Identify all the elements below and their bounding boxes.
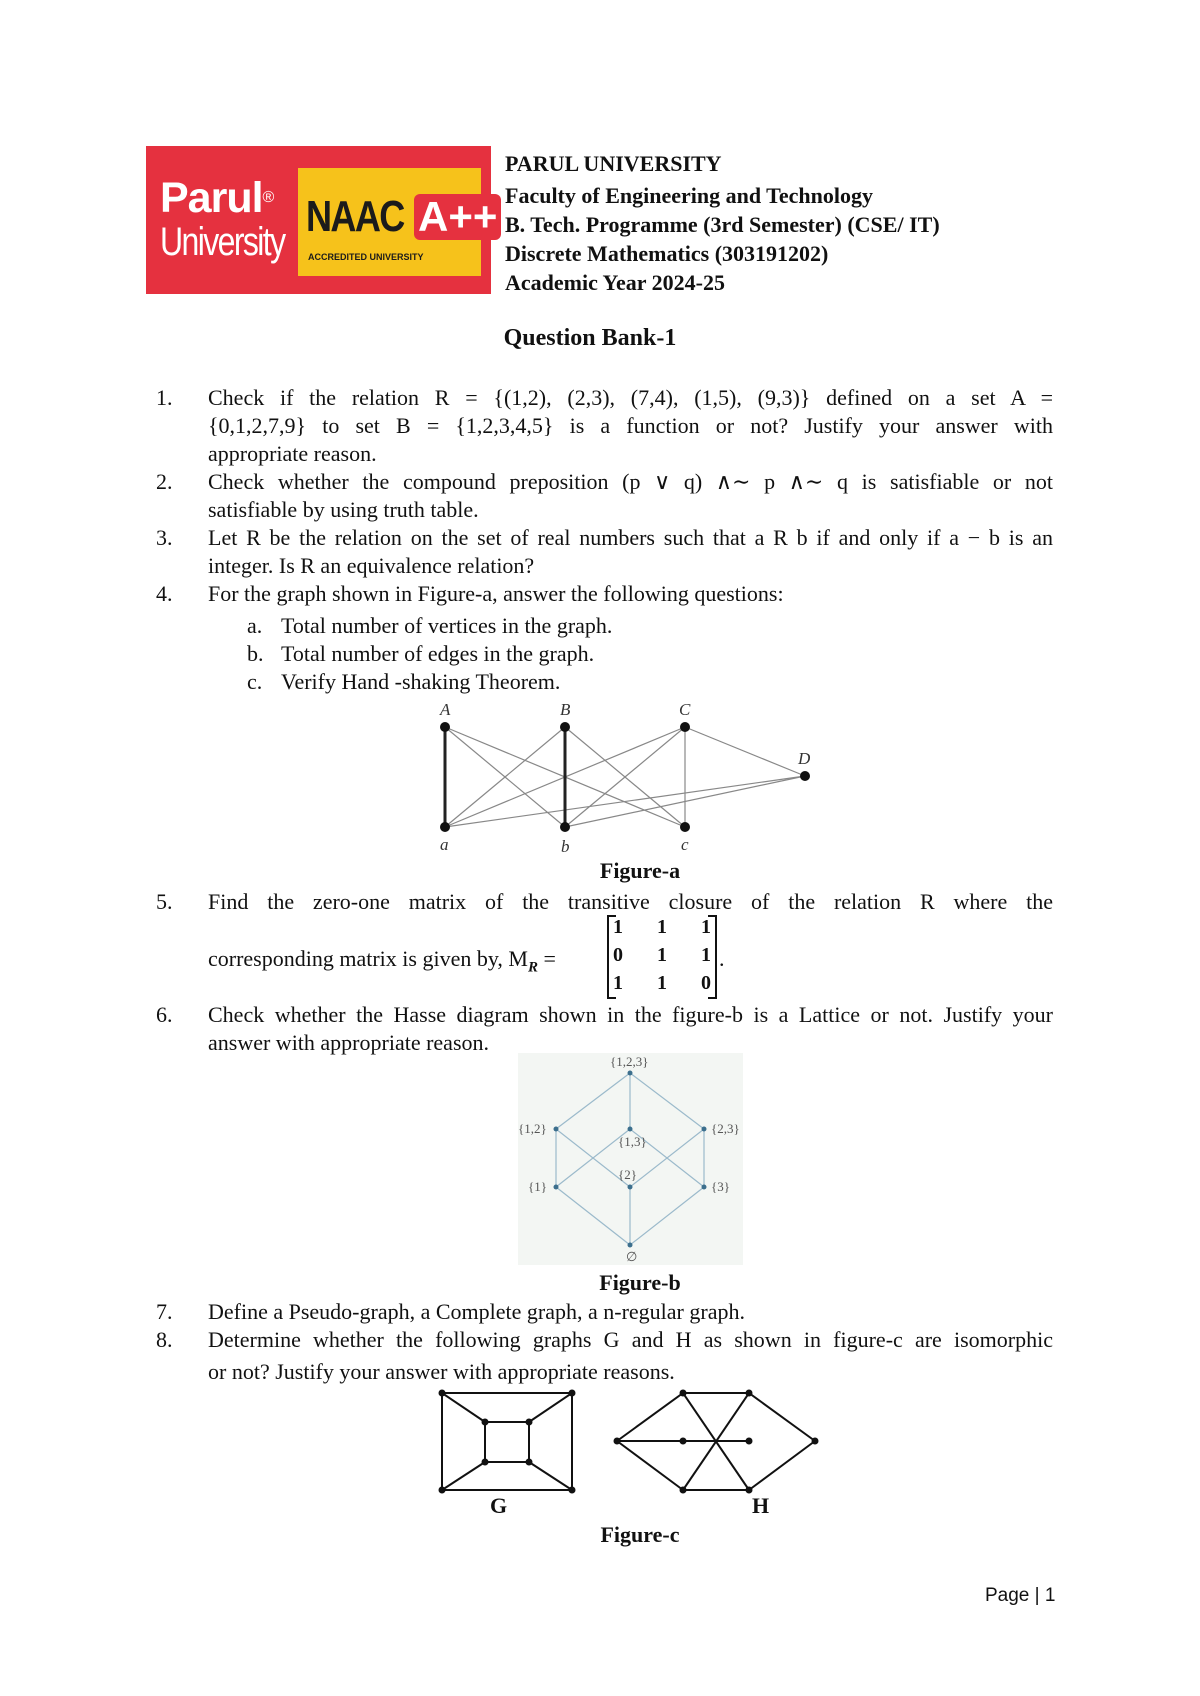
figure-a-caption: Figure-a [599,858,681,883]
hasse-label-1: {1} [528,1179,547,1194]
question-number-6: 6. [156,1002,173,1027]
matrix-cell: 1 [657,944,667,966]
header-year: Academic Year 2024-25 [505,270,725,295]
equals-sign: = [543,946,556,971]
question-3-line-2: integer. Is R an equivalence relation? [208,553,535,578]
hasse-label-2: {2} [618,1167,637,1182]
matrix-subscript: R [527,959,538,976]
question-5-line-1: Find the zero-one matrix of the transitive closure of the relation R where the [208,889,1053,914]
matrix-row [613,969,711,997]
hasse-label-3: {3} [711,1179,730,1194]
matrix-cell: 1 [613,916,623,938]
question-4-sub-a-label: a. [247,613,263,638]
question-number-4: 4. [156,581,173,606]
header-programme: B. Tech. Programme (3rd Semester) (CSE/ IT) [505,212,940,237]
question-number-5: 5. [156,889,173,914]
question-4-sub-c-label: c. [247,669,263,694]
question-4-sub-c: Verify Hand -shaking Theorem. [281,669,561,694]
question-4-sub-b-label: b. [247,641,264,666]
relation-matrix [607,913,717,997]
question-5-line-2-text: corresponding matrix is given by, M [208,946,528,971]
figure-a-graph [420,695,820,855]
question-8-line-1: Determine whether the following graphs G and H as shown in figure-c are isomorphic [208,1327,1053,1352]
matrix-cell: 1 [701,944,711,966]
hasse-label-top: {1,2,3} [610,1054,649,1069]
matrix-cell: 0 [701,972,711,994]
vertex-label-b: b [561,837,570,855]
matrix-row [613,913,711,941]
question-6-line-1: Check whether the Hasse diagram shown in the figure-b is a Lattice or not. Justify your [208,1002,1053,1027]
matrix-body [613,913,711,997]
question-number-8: 8. [156,1327,173,1352]
page-separator: | [1034,1585,1040,1606]
naac-text: NAAC [306,192,404,241]
university-logo [146,146,498,294]
question-4-sub-a: Total number of vertices in the graph. [281,613,613,638]
question-8-line-2: or not? Justify your answer with appropriate reasons. [208,1359,675,1384]
question-2-line-1: Check whether the compound preposition (p ∨ q) ∧∼ p ∧∼ q is satisfiable or not [208,469,1053,494]
figure-c-caption: Figure-c [600,1522,680,1547]
hasse-label-13: {1,3} [618,1134,647,1149]
question-1-line-3: appropriate reason. [208,441,377,466]
question-5-line-2 [208,945,556,981]
matrix-period: . [719,946,725,971]
header-faculty: Faculty of Engineering and Technology [505,183,873,208]
hasse-label-bottom: ∅ [626,1249,638,1264]
matrix-cell: 1 [701,916,711,938]
question-2-line-2: satisfiable by using truth table. [208,497,479,522]
registered-mark: ® [262,189,274,206]
figure-b-hasse-diagram [518,1053,743,1265]
naac-badge [298,168,498,276]
question-6-line-2: answer with appropriate reason. [208,1030,490,1055]
matrix-cell: 0 [613,944,623,966]
header-course: Discrete Mathematics (303191202) [505,241,829,266]
logo-university-text: University [160,220,285,264]
question-number-7: 7. [156,1299,173,1324]
vertex-label-C: C [679,700,691,719]
vertex-label-D: D [798,749,811,768]
vertex-label-c: c [681,835,689,854]
graph-g-label: G [490,1493,508,1518]
graph-g [442,1393,572,1490]
question-number-2: 2. [156,469,173,494]
graph-h [617,1393,815,1490]
question-3-line-1: Let R be the relation on the set of real numbers such that a R b if and only if a − b is an [208,525,1053,550]
matrix-row [613,941,711,969]
matrix-cell: 1 [613,972,623,994]
question-7-line-1: Define a Pseudo-graph, a Complete graph, a n-regular graph. [208,1299,745,1324]
vertex-label-A: A [440,700,451,719]
hasse-label-23: {2,3} [711,1121,740,1136]
question-4-sub-b: Total number of edges in the graph. [281,641,595,666]
matrix-cell: 1 [657,972,667,994]
naac-grade: A++ [414,194,501,240]
naac-accredited-text: ACCREDITED UNIVERSITY [308,252,424,262]
page-title: Question Bank-1 [503,325,677,351]
vertex-label-B: B [560,700,571,719]
question-1-line-1: Check if the relation R = {(1,2), (2,3), (7,4), (1,5), (9,3)} defined on a set A = [208,385,1053,410]
hasse-label-12: {1,2} [518,1121,547,1136]
vertex-label-a: a [440,835,449,854]
question-number-1: 1. [156,385,173,410]
question-4-line-1: For the graph shown in Figure-a, answer the following questions: [208,581,784,606]
question-1-line-2: {0,1,2,7,9} to set B = {1,2,3,4,5} is a function or not? Justify your answer with [208,413,1053,438]
page-word: Page [985,1585,1030,1606]
page-footer [985,1585,1055,1607]
question-number-3: 3. [156,525,173,550]
figure-b-caption: Figure-b [599,1270,681,1295]
matrix-cell: 1 [657,916,667,938]
figure-c-graphs [430,1385,830,1500]
page-number: 1 [1044,1585,1056,1606]
graph-h-label: H [752,1493,770,1518]
logo-parul-text: Parul® [160,174,274,222]
header-university: PARUL UNIVERSITY [505,151,722,176]
